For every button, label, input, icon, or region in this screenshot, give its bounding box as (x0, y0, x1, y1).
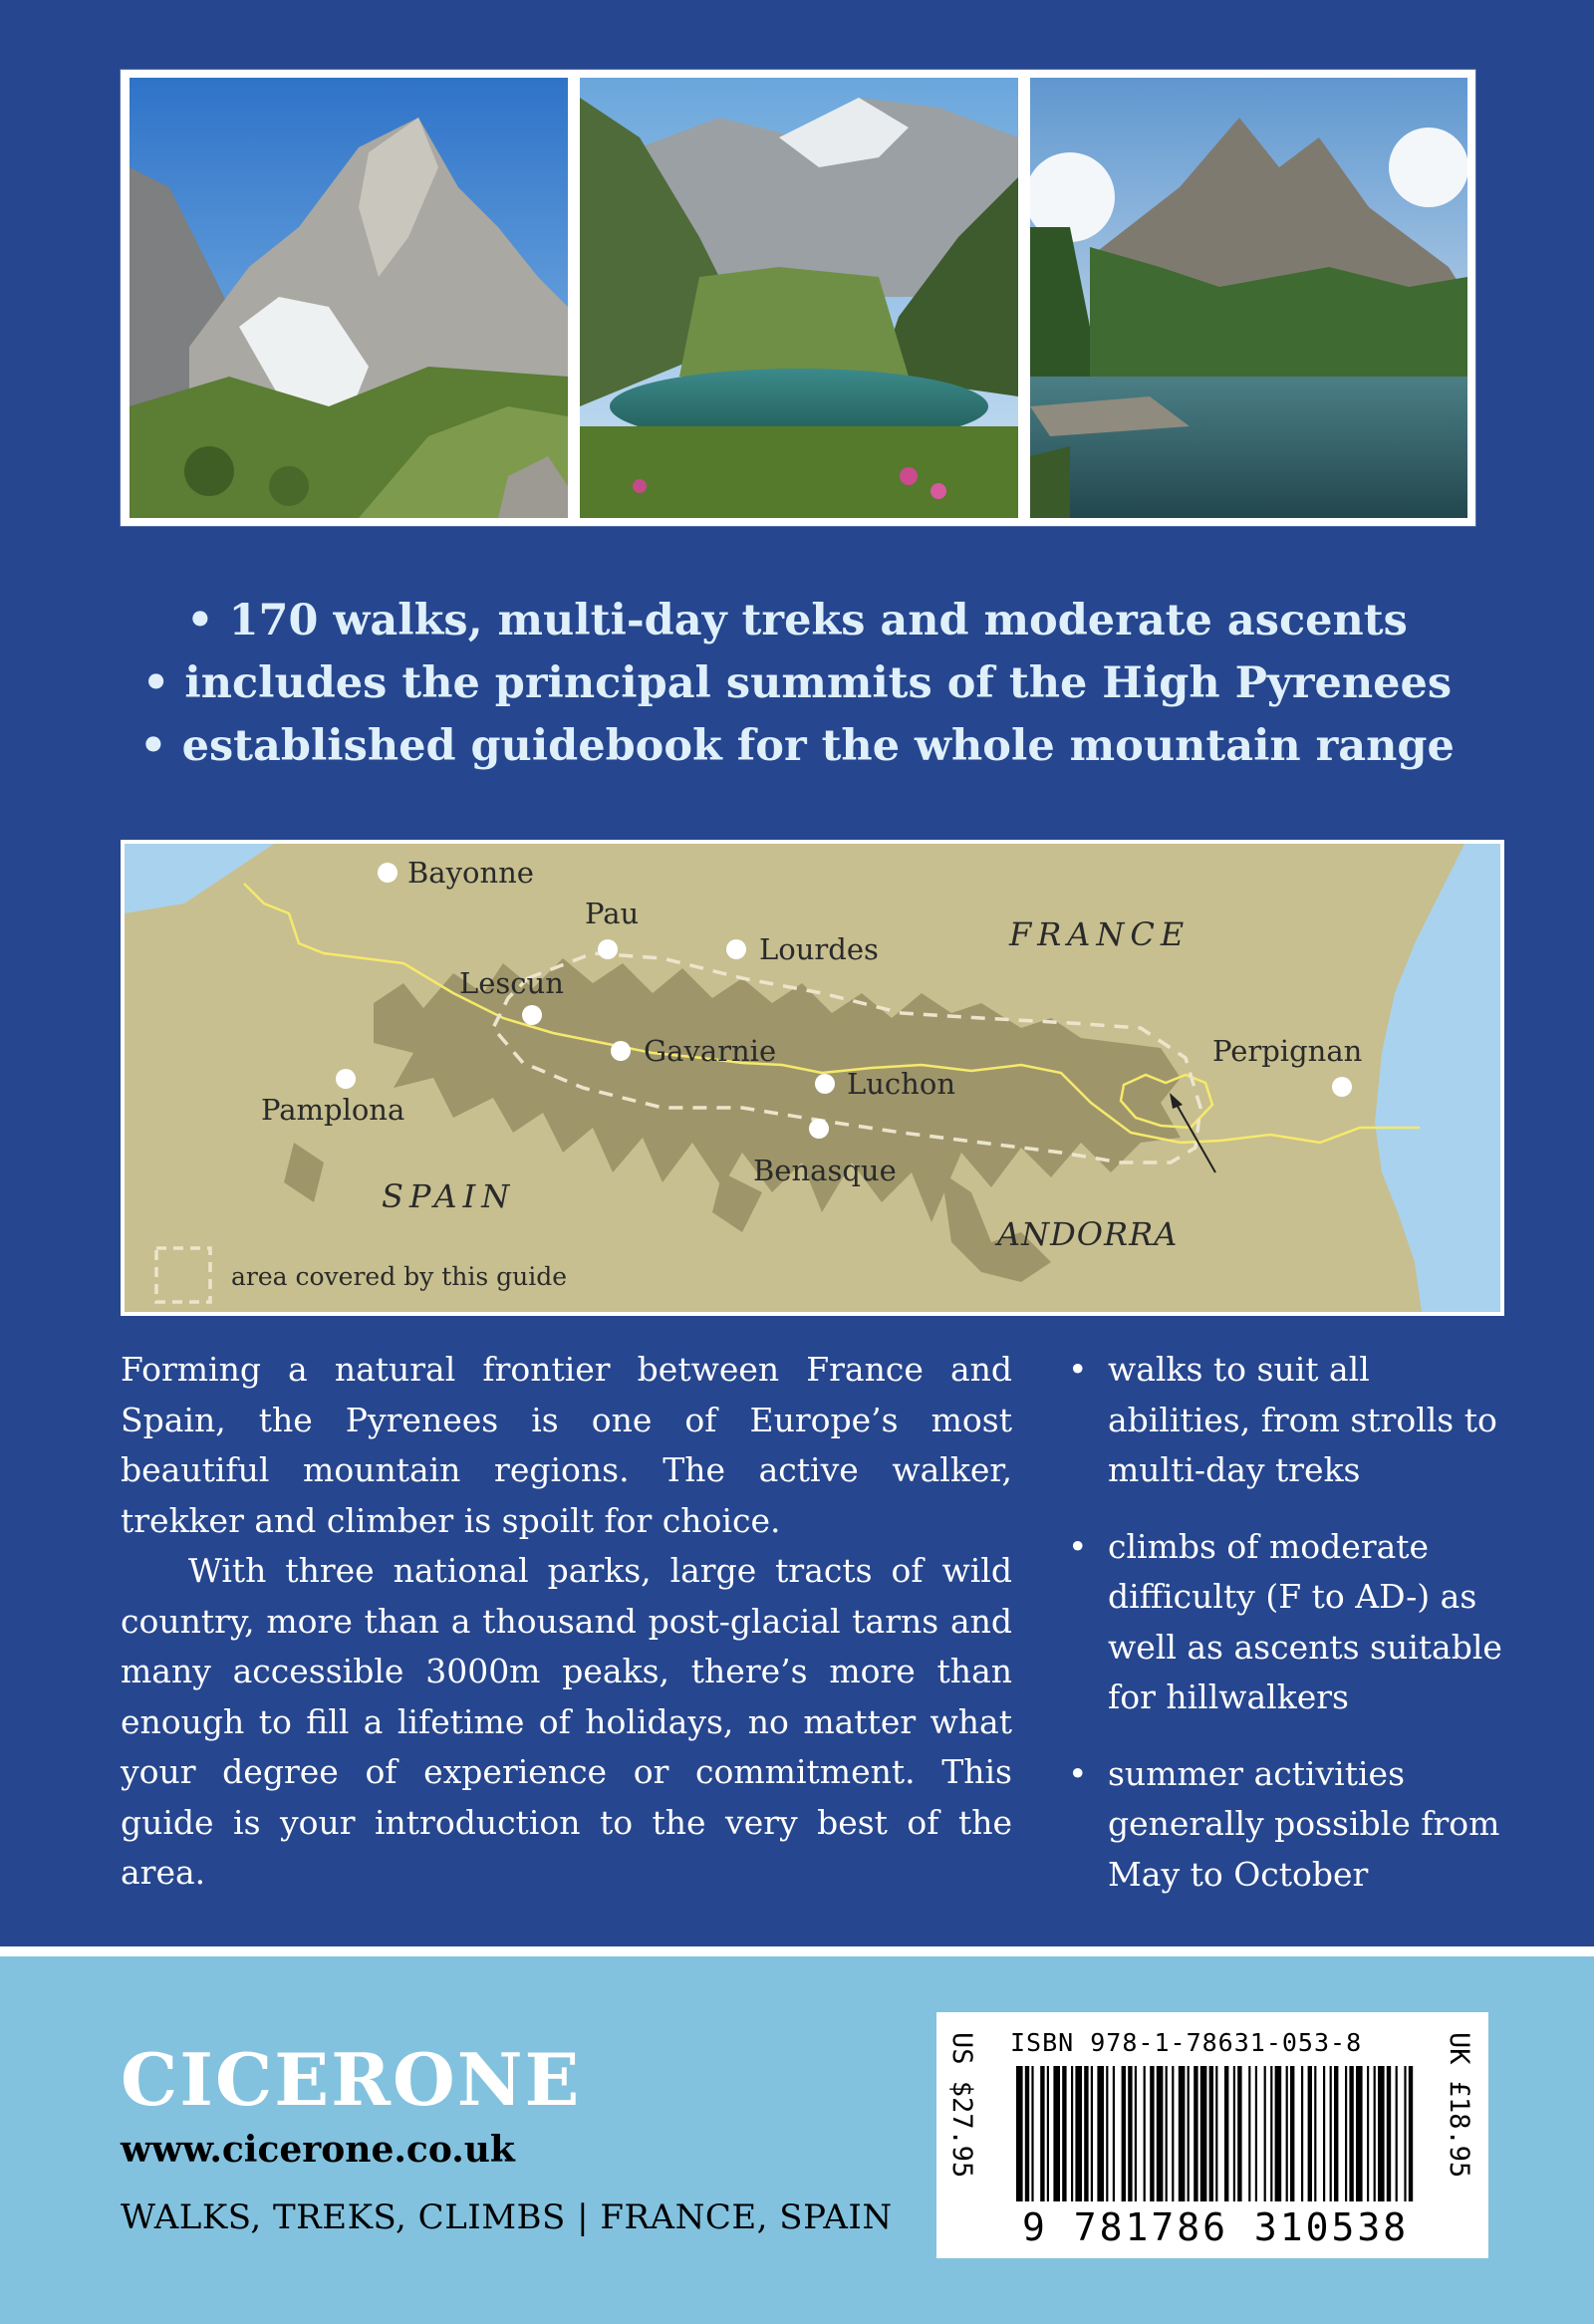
marker-perpignan (1332, 1077, 1352, 1097)
label-lourdes: Lourdes (759, 932, 879, 966)
barcode-bar (1349, 2066, 1353, 2201)
barcode-bar (1215, 2066, 1217, 2201)
marker-lourdes (726, 939, 746, 959)
barcode-bar (1200, 2066, 1207, 2201)
barcode-bar (1091, 2066, 1093, 2201)
barcode-bar (1188, 2066, 1190, 2201)
barcode-bar (1248, 2066, 1250, 2201)
barcode-bar (1144, 2066, 1146, 2201)
marker-bayonne (378, 863, 398, 883)
barcode-bar (1308, 2066, 1312, 2201)
description (121, 1345, 1012, 1899)
barcode-bar (1330, 2066, 1332, 2201)
barcode-bar (1194, 2066, 1197, 2201)
publisher-website[interactable]: www.cicerone.co.uk (121, 2129, 515, 2171)
barcode-bar (1224, 2066, 1228, 2201)
highlight-item: • 170 walks, multi-day treks and moderate ascents (0, 590, 1594, 652)
label-pamplona: Pamplona (261, 1093, 405, 1127)
label-pau: Pau (585, 897, 640, 930)
label-andorra: ANDORRA (997, 1215, 1179, 1253)
barcode-bar (1157, 2066, 1164, 2201)
marker-luchon (815, 1074, 835, 1094)
barcode-bar (1084, 2066, 1088, 2201)
marker-pau (598, 939, 618, 959)
price-uk: UK £18.95 (1444, 2032, 1474, 2179)
label-bayonne: Bayonne (407, 856, 534, 890)
barcode-bar (1374, 2066, 1376, 2201)
barcode-bar (1378, 2066, 1385, 2201)
map-frame (121, 840, 1504, 1316)
barcode-bar (1396, 2066, 1398, 2201)
label-benasque: Benasque (753, 1154, 897, 1187)
barcode-bar (1166, 2066, 1168, 2201)
barcode-bar (1286, 2066, 1288, 2201)
barcode-bar (1031, 2066, 1033, 2201)
barcode-bar (1097, 2066, 1104, 2201)
barcode-bar (1233, 2066, 1235, 2201)
publisher-logo: CICERONE (121, 2037, 582, 2122)
barcode-bar (1387, 2066, 1391, 2201)
highlights-list (0, 590, 1594, 778)
features-list (1064, 1345, 1512, 1926)
highlight-item: • includes the principal summits of the High Pyrenees (0, 652, 1594, 715)
photo-valley-lake (580, 78, 1018, 518)
book-category: WALKS, TREKS, CLIMBS | FRANCE, SPAIN (121, 2197, 893, 2237)
barcode-bar (1113, 2066, 1115, 2201)
barcode-bar (1053, 2066, 1060, 2201)
barcode-bar (1356, 2066, 1363, 2201)
label-france: FRANCE (1009, 915, 1191, 953)
label-spain: SPAIN (382, 1177, 516, 1215)
label-luchon: Luchon (847, 1067, 955, 1101)
barcode-bar (1071, 2066, 1073, 2201)
marker-pamplona (336, 1069, 356, 1089)
isbn-text: ISBN 978-1-78631-053-8 (1010, 2028, 1363, 2057)
barcode-bar (1323, 2066, 1325, 2201)
barcode-bar (1345, 2066, 1347, 2201)
panel-divider (0, 1946, 1594, 1956)
pyrenees-map (125, 844, 1500, 1312)
label-perpignan: Perpignan (1212, 1034, 1363, 1068)
barcode-bar (1409, 2066, 1413, 2201)
label-gavarnie: Gavarnie (644, 1034, 777, 1068)
barcode-bar (1404, 2066, 1406, 2201)
label-lescun: Lescun (459, 966, 564, 1000)
barcode-bar (1334, 2066, 1338, 2201)
photo-strip (121, 70, 1475, 526)
photo-forest-lake (1030, 78, 1467, 518)
barcode-bar (1016, 2066, 1023, 2201)
barcode-bar (1237, 2066, 1241, 2201)
barcode-bar (1264, 2066, 1266, 2201)
barcode-bar (1172, 2066, 1174, 2201)
barcode-bar (1025, 2066, 1029, 2201)
barcode-bar (1128, 2066, 1132, 2201)
barcode-box (936, 2012, 1488, 2258)
legend-label: area covered by this guide (231, 1262, 568, 1291)
barcode-bar (1106, 2066, 1108, 2201)
barcode-bar (1075, 2066, 1082, 2201)
marker-benasque (809, 1119, 829, 1139)
barcode-number: 9 781786 310538 (1022, 2205, 1410, 2249)
barcode-bar (1047, 2066, 1049, 2201)
barcode-bar (1301, 2066, 1303, 2201)
marker-lescun (522, 1005, 542, 1025)
feature-item: • summer activities generally possible from May to October (1064, 1749, 1512, 1901)
barcode-bar (1275, 2066, 1282, 2201)
photo-limestone-peak (130, 78, 568, 518)
marker-gavarnie (611, 1041, 631, 1061)
barcode-bar (1314, 2066, 1316, 2201)
barcode-bars (1016, 2066, 1415, 2201)
barcode-bar (1255, 2066, 1257, 2201)
barcode-bar (1062, 2066, 1066, 2201)
barcode-bar (1179, 2066, 1186, 2201)
feature-item: • climbs of moderate difficulty (F to AD-) as well as ascents suitable for hillwalkers (1064, 1522, 1512, 1723)
barcode-bar (1040, 2066, 1044, 2201)
price-us: US $27.95 (946, 2032, 977, 2179)
barcode-bar (1367, 2066, 1369, 2201)
description-paragraph: Forming a natural frontier between France and Spain, the Pyrenees is one of Europe’s most beautiful mountain regions. The active walker, trekker and climber is spoilt for choice. (121, 1350, 1012, 1540)
highlight-item: • established guidebook for the whole mountain range (0, 715, 1594, 778)
barcode-bar (1209, 2066, 1213, 2201)
barcode-bar (1150, 2066, 1154, 2201)
feature-item: • walks to suit all abilities, from strolls to multi-day treks (1064, 1345, 1512, 1496)
barcode-bar (1135, 2066, 1137, 2201)
description-paragraph: With three national parks, large tracts of wild country, more than a thousand post-glacial tarns and many accessible 3000m peaks, there’s more than enough to fill a lifetime of holidays, no matter what your degree of experience or commitment. This guide is your introduction to the very best of the area. (121, 1551, 1012, 1892)
barcode-bar (1122, 2066, 1126, 2201)
barcode-bar (1270, 2066, 1272, 2201)
barcode-bar (1290, 2066, 1294, 2201)
